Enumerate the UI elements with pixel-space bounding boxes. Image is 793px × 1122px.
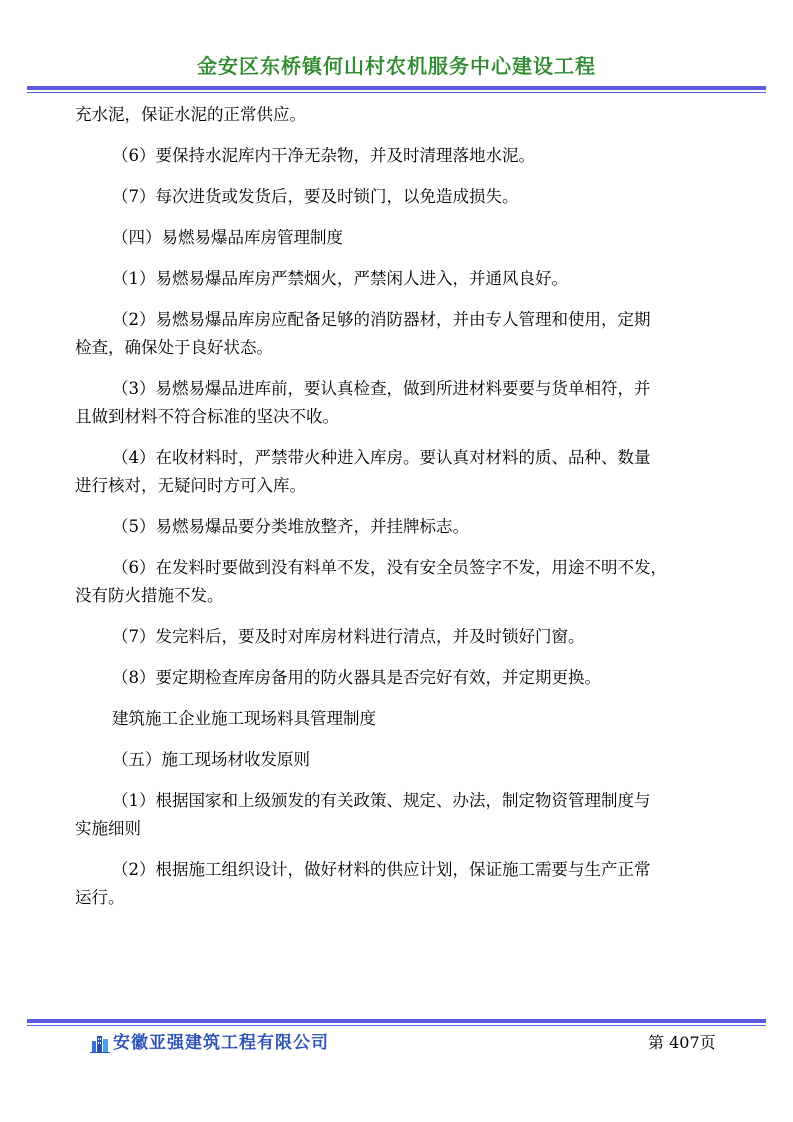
paragraph: [75, 513, 725, 541]
footer-rule-thick: [27, 1019, 766, 1023]
text-line: （2）根据施工组织设计，做好材料的供应计划，保证施工需要与生产正常: [112, 860, 651, 879]
text-line: （7）每次进货或发货后，要及时锁门，以免造成损失。: [112, 187, 519, 206]
text-line: 充水泥，保证水泥的正常供应。: [75, 105, 306, 124]
paragraph: [75, 224, 725, 252]
paragraph: [75, 856, 725, 912]
footer-company-name: 安徽亚强建筑工程有限公司: [113, 1033, 329, 1053]
text-line: （3）易燃易爆品进库前，要认真检查，做到所进材料要要与货单相符，并: [112, 379, 651, 398]
text-line: 进行核对，无疑问时方可入库。: [75, 476, 306, 495]
text-line: （五）施工现场材收发原则: [112, 750, 310, 769]
text-line: （6）在发料时要做到没有料单不发，没有安全员签字不发，用途不明不发，: [112, 558, 667, 577]
text-line: （1）易燃易爆品库房严禁烟火，严禁闲人进入，并通风良好。: [112, 269, 568, 288]
text-line: （四）易燃易爆品库房管理制度: [112, 228, 343, 247]
text-line: （5）易燃易爆品要分类堆放整齐，并挂牌标志。: [112, 517, 469, 536]
footer-rule-thin: [27, 1025, 766, 1026]
paragraph: [75, 623, 725, 651]
paragraph: [75, 787, 725, 843]
text-line: 没有防火措施不发。: [75, 586, 224, 605]
paragraph: [75, 142, 725, 170]
text-line: 运行。: [75, 888, 125, 907]
text-line: （8）要定期检查库房备用的防火器具是否完好有效，并定期更换。: [112, 668, 601, 687]
paragraph: [75, 705, 725, 733]
paragraph: [75, 375, 725, 431]
text-line: 实施细则: [75, 819, 141, 838]
paragraph: [75, 101, 725, 129]
paragraph: [75, 746, 725, 774]
text-line: （2）易燃易爆品库房应配备足够的消防器材，并由专人管理和使用，定期: [112, 310, 651, 329]
paragraph: [75, 183, 725, 211]
text-line: （6）要保持水泥库内干净无杂物，并及时清理落地水泥。: [112, 146, 535, 165]
text-line: 建筑施工企业施工现场料具管理制度: [112, 709, 376, 728]
document-body: [75, 101, 725, 925]
text-line: 检查，确保处于良好状态。: [75, 338, 273, 357]
page-number: 第 407页: [648, 1033, 716, 1052]
building-logo-icon: [90, 1033, 110, 1053]
header-rule-thick: [27, 86, 766, 90]
paragraph: [75, 265, 725, 293]
header-rule-thin: [27, 92, 766, 93]
page-header-title: 金安区东桥镇何山村农机服务中心建设工程: [197, 54, 596, 78]
paragraph: [75, 444, 725, 500]
paragraph: [75, 664, 725, 692]
text-line: 且做到材料不符合标准的坚决不收。: [75, 407, 339, 426]
text-line: （1）根据国家和上级颁发的有关政策、规定、办法，制定物资管理制度与: [112, 791, 651, 810]
text-line: （4）在收材料时，严禁带火种进入库房。要认真对材料的质、品种、数量: [112, 448, 651, 467]
paragraph: [75, 306, 725, 362]
text-line: （7）发完料后，要及时对库房材料进行清点，并及时锁好门窗。: [112, 627, 585, 646]
paragraph: [75, 554, 725, 610]
